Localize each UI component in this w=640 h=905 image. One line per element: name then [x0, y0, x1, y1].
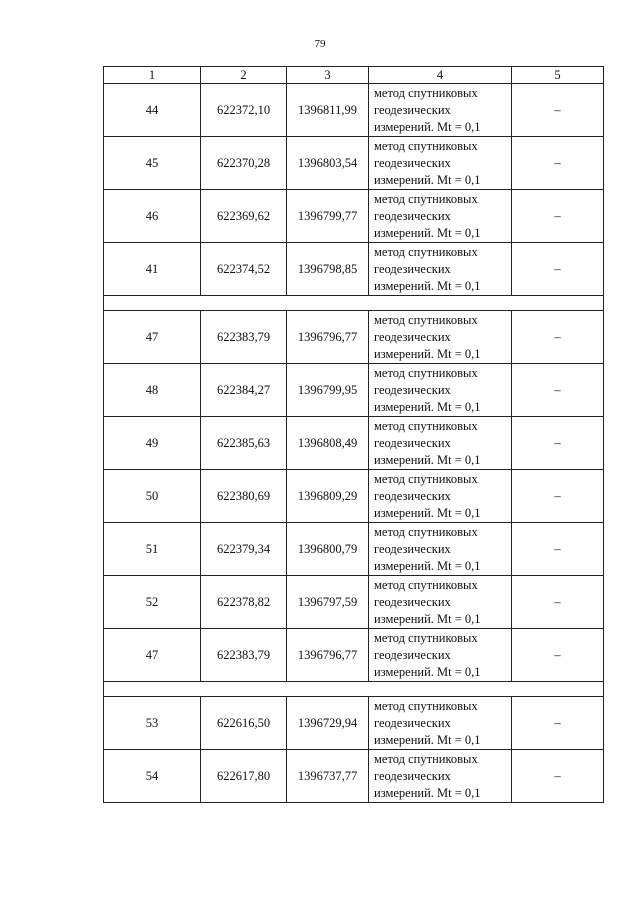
- y-coordinate-cell: 1396797,59: [287, 576, 369, 629]
- method-line: метод спутниковых: [374, 244, 478, 259]
- method-line: метод спутниковых: [374, 312, 478, 327]
- note-cell: –: [512, 84, 604, 137]
- method-cell: [369, 243, 512, 296]
- y-coordinate-cell: 1396809,29: [287, 470, 369, 523]
- point-number-cell: 53: [104, 697, 201, 750]
- method-line: геодезических: [374, 208, 451, 223]
- method-line: измерений. Mt = 0,1: [374, 399, 481, 414]
- table-row: [104, 750, 604, 803]
- table-row: [104, 243, 604, 296]
- method-line: измерений. Mt = 0,1: [374, 172, 481, 187]
- method-line: метод спутниковых: [374, 577, 478, 592]
- method-line: измерений. Mt = 0,1: [374, 119, 481, 134]
- x-coordinate-cell: 622384,27: [201, 364, 287, 417]
- x-coordinate-cell: 622383,79: [201, 629, 287, 682]
- y-coordinate-cell: 1396808,49: [287, 417, 369, 470]
- header-col-1: 1: [104, 67, 201, 84]
- table-row: [104, 697, 604, 750]
- point-number-cell: 54: [104, 750, 201, 803]
- table-row: [104, 576, 604, 629]
- point-number-cell: 47: [104, 629, 201, 682]
- x-coordinate-cell: 622383,79: [201, 311, 287, 364]
- header-col-3: 3: [287, 67, 369, 84]
- page-number: 79: [314, 38, 326, 50]
- point-number-cell: 51: [104, 523, 201, 576]
- point-number-cell: 44: [104, 84, 201, 137]
- note-cell: –: [512, 311, 604, 364]
- method-line: измерений. Mt = 0,1: [374, 732, 481, 747]
- method-line: геодезических: [374, 594, 451, 609]
- method-line: измерений. Mt = 0,1: [374, 611, 481, 626]
- y-coordinate-cell: 1396799,95: [287, 364, 369, 417]
- method-line: метод спутниковых: [374, 85, 478, 100]
- method-line: измерений. Mt = 0,1: [374, 452, 481, 467]
- method-line: измерений. Mt = 0,1: [374, 278, 481, 293]
- note-cell: –: [512, 243, 604, 296]
- method-line: измерений. Mt = 0,1: [374, 558, 481, 573]
- method-line: метод спутниковых: [374, 471, 478, 486]
- method-line: метод спутниковых: [374, 698, 478, 713]
- table-row: [104, 190, 604, 243]
- method-line: метод спутниковых: [374, 191, 478, 206]
- table-row: [104, 417, 604, 470]
- method-cell: [369, 84, 512, 137]
- x-coordinate-cell: 622385,63: [201, 417, 287, 470]
- method-line: метод спутниковых: [374, 365, 478, 380]
- x-coordinate-cell: 622372,10: [201, 84, 287, 137]
- method-line: геодезических: [374, 647, 451, 662]
- table-row: [104, 311, 604, 364]
- point-number-cell: 47: [104, 311, 201, 364]
- method-line: измерений. Mt = 0,1: [374, 225, 481, 240]
- method-cell: [369, 137, 512, 190]
- table-row: [104, 470, 604, 523]
- x-coordinate-cell: 622616,50: [201, 697, 287, 750]
- method-line: измерений. Mt = 0,1: [374, 664, 481, 679]
- header-col-2: 2: [201, 67, 287, 84]
- method-line: геодезических: [374, 541, 451, 556]
- method-line: метод спутниковых: [374, 630, 478, 645]
- method-cell: [369, 576, 512, 629]
- x-coordinate-cell: 622370,28: [201, 137, 287, 190]
- method-cell: [369, 364, 512, 417]
- note-cell: –: [512, 697, 604, 750]
- note-cell: –: [512, 137, 604, 190]
- method-cell: [369, 190, 512, 243]
- note-cell: –: [512, 190, 604, 243]
- x-coordinate-cell: 622379,34: [201, 523, 287, 576]
- method-line: геодезических: [374, 382, 451, 397]
- method-line: геодезических: [374, 261, 451, 276]
- method-line: метод спутниковых: [374, 751, 478, 766]
- method-cell: [369, 311, 512, 364]
- method-line: геодезических: [374, 329, 451, 344]
- y-coordinate-cell: 1396800,79: [287, 523, 369, 576]
- header-col-4: 4: [369, 67, 512, 84]
- x-coordinate-cell: 622617,80: [201, 750, 287, 803]
- table-spacer-row: [104, 296, 604, 311]
- y-coordinate-cell: 1396803,54: [287, 137, 369, 190]
- spacer-cell: [104, 682, 604, 697]
- x-coordinate-cell: 622374,52: [201, 243, 287, 296]
- table-row: [104, 137, 604, 190]
- table-row: [104, 364, 604, 417]
- method-line: геодезических: [374, 155, 451, 170]
- x-coordinate-cell: 622378,82: [201, 576, 287, 629]
- point-number-cell: 45: [104, 137, 201, 190]
- table-header-row: [104, 67, 604, 84]
- method-line: метод спутниковых: [374, 138, 478, 153]
- x-coordinate-cell: 622380,69: [201, 470, 287, 523]
- note-cell: –: [512, 523, 604, 576]
- note-cell: –: [512, 470, 604, 523]
- x-coordinate-cell: 622369,62: [201, 190, 287, 243]
- method-line: геодезических: [374, 488, 451, 503]
- point-number-cell: 52: [104, 576, 201, 629]
- point-number-cell: 49: [104, 417, 201, 470]
- note-cell: –: [512, 576, 604, 629]
- point-number-cell: 41: [104, 243, 201, 296]
- table-body: [104, 84, 604, 803]
- table-spacer-row: [104, 682, 604, 697]
- method-line: геодезических: [374, 102, 451, 117]
- y-coordinate-cell: 1396799,77: [287, 190, 369, 243]
- method-cell: [369, 629, 512, 682]
- y-coordinate-cell: 1396796,77: [287, 629, 369, 682]
- method-line: метод спутниковых: [374, 418, 478, 433]
- method-line: метод спутниковых: [374, 524, 478, 539]
- point-number-cell: 50: [104, 470, 201, 523]
- table-row: [104, 629, 604, 682]
- method-line: измерений. Mt = 0,1: [374, 785, 481, 800]
- y-coordinate-cell: 1396811,99: [287, 84, 369, 137]
- table-row: [104, 523, 604, 576]
- method-line: геодезических: [374, 768, 451, 783]
- y-coordinate-cell: 1396729,94: [287, 697, 369, 750]
- note-cell: –: [512, 629, 604, 682]
- y-coordinate-cell: 1396798,85: [287, 243, 369, 296]
- point-number-cell: 48: [104, 364, 201, 417]
- method-cell: [369, 697, 512, 750]
- point-number-cell: 46: [104, 190, 201, 243]
- method-cell: [369, 523, 512, 576]
- note-cell: –: [512, 364, 604, 417]
- coordinates-table: [103, 66, 604, 803]
- y-coordinate-cell: 1396737,77: [287, 750, 369, 803]
- y-coordinate-cell: 1396796,77: [287, 311, 369, 364]
- header-col-5: 5: [512, 67, 604, 84]
- note-cell: –: [512, 417, 604, 470]
- method-line: геодезических: [374, 435, 451, 450]
- spacer-cell: [104, 296, 604, 311]
- table-row: [104, 84, 604, 137]
- note-cell: –: [512, 750, 604, 803]
- method-line: измерений. Mt = 0,1: [374, 346, 481, 361]
- method-line: измерений. Mt = 0,1: [374, 505, 481, 520]
- method-cell: [369, 417, 512, 470]
- method-line: геодезических: [374, 715, 451, 730]
- method-cell: [369, 470, 512, 523]
- method-cell: [369, 750, 512, 803]
